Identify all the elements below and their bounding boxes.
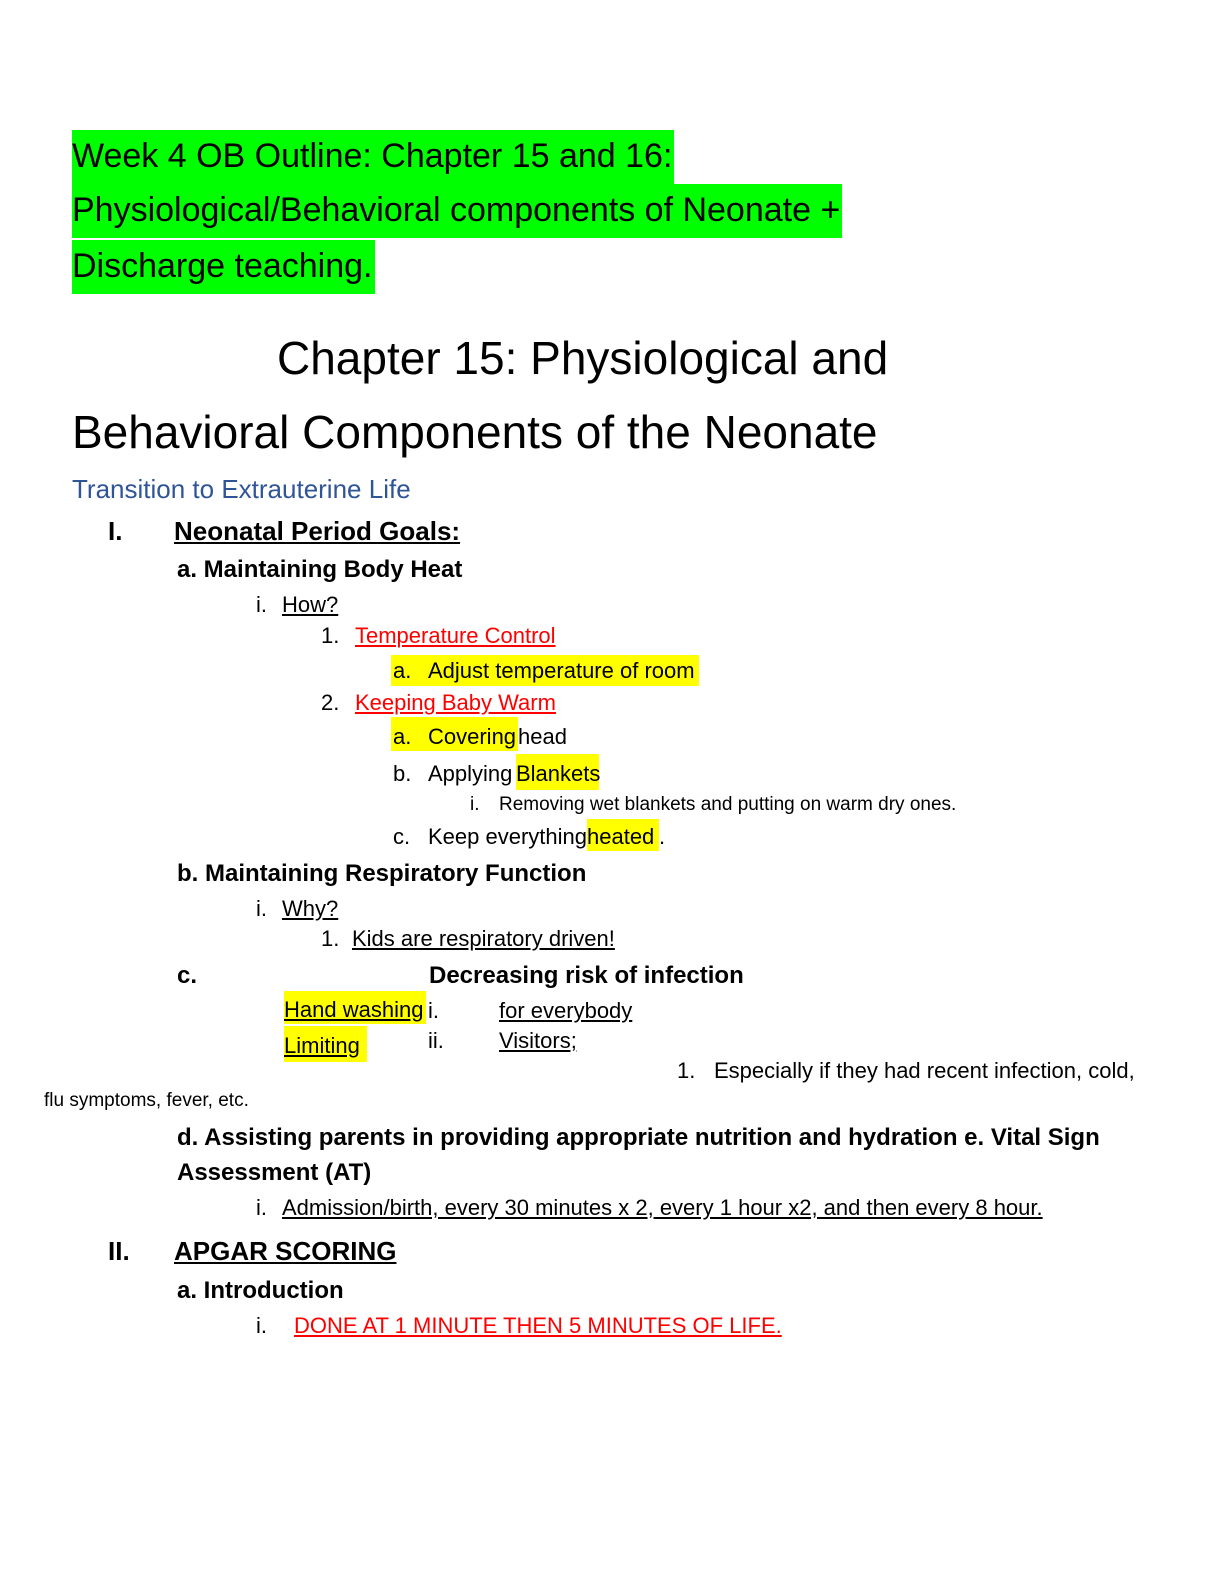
blankets-highlight: Blankets <box>516 754 599 790</box>
list-marker: a. <box>393 724 412 749</box>
period-text: . <box>659 824 666 849</box>
keeping-baby-warm-label: Keeping Baby Warm <box>355 690 556 715</box>
nutrition-vital-sign-line-1: d. Assisting parents in providing appropriate nutrition and hydration e. Vital Sign <box>177 1124 1100 1151</box>
outline-title-line-3: Discharge teaching. <box>72 240 375 294</box>
head-text: head <box>518 724 567 749</box>
section-heading: Transition to Extrauterine Life <box>72 474 411 504</box>
list-marker: 1. <box>321 926 340 951</box>
introduction-heading: a. Introduction <box>177 1277 344 1304</box>
list-marker: i. <box>470 794 480 815</box>
chapter-title-line-2: Behavioral Components of the Neonate <box>72 406 878 458</box>
hand-washing-highlight: Hand washing <box>284 991 426 1024</box>
how-label: How? <box>282 592 339 617</box>
especially-text: Especially if they had recent infection, cold, <box>714 1058 1135 1083</box>
chapter-title-line-1: Chapter 15: Physiological and <box>277 332 889 384</box>
outline-numeral-1: I. <box>108 516 123 546</box>
limiting-highlight: Limiting <box>284 1026 367 1062</box>
highlight-covering <box>391 717 518 751</box>
highlight-adjust-temp <box>391 655 699 686</box>
list-marker: 1. <box>677 1058 696 1083</box>
respiratory-driven-text: Kids are respiratory driven! <box>352 926 615 951</box>
vital-sign-schedule-text: Admission/birth, every 30 minutes x 2, every 1 hour x2, and then every 8 hour. <box>282 1195 1043 1220</box>
body-heat-heading: a. Maintaining Body Heat <box>177 556 463 583</box>
apgar-heading: APGAR SCORING <box>174 1236 397 1266</box>
neonatal-goals-heading: Neonatal Period Goals: <box>174 516 461 546</box>
visitors-text: Visitors; <box>499 1028 577 1053</box>
infection-heading: Decreasing risk of infection <box>429 962 744 989</box>
respiratory-function-heading: b. Maintaining Respiratory Function <box>177 860 587 887</box>
for-everybody-text: for everybody <box>499 998 633 1023</box>
list-marker: 2. <box>321 690 340 715</box>
list-marker: i. <box>256 1313 267 1338</box>
adjust-temp-text: Adjust temperature of room <box>428 658 695 683</box>
outline-title-line-2: Physiological/Behavioral components of Neonate + <box>72 184 842 238</box>
list-marker: c. <box>177 962 198 989</box>
list-marker: b. <box>393 761 412 786</box>
list-marker: c. <box>393 824 411 849</box>
outline-title-line-1: Week 4 OB Outline: Chapter 15 and 16: <box>72 130 674 184</box>
keep-everything-text: Keep everything <box>428 824 587 849</box>
outline-numeral-2: II. <box>108 1236 130 1266</box>
list-marker: i. <box>256 896 267 921</box>
removing-wet-blankets-text: Removing wet blankets and putting on warm dry ones. <box>499 794 957 815</box>
why-label: Why? <box>282 896 339 921</box>
heated-highlight: heated <box>587 819 659 851</box>
temperature-control-label: Temperature Control <box>355 623 556 648</box>
list-marker: ii. <box>428 1028 444 1053</box>
list-marker: a. <box>393 658 412 683</box>
list-marker: i. <box>428 998 439 1023</box>
applying-text: Applying <box>428 761 513 786</box>
nutrition-vital-sign-line-2: Assessment (AT) <box>177 1159 372 1186</box>
list-marker: i. <box>256 592 267 617</box>
flu-symptoms-text: flu symptoms, fever, etc. <box>44 1090 249 1111</box>
apgar-timing-text: DONE AT 1 MINUTE THEN 5 MINUTES OF LIFE. <box>294 1313 782 1338</box>
list-marker: 1. <box>321 623 340 648</box>
list-marker: i. <box>256 1195 267 1220</box>
covering-text: Covering <box>428 724 517 749</box>
